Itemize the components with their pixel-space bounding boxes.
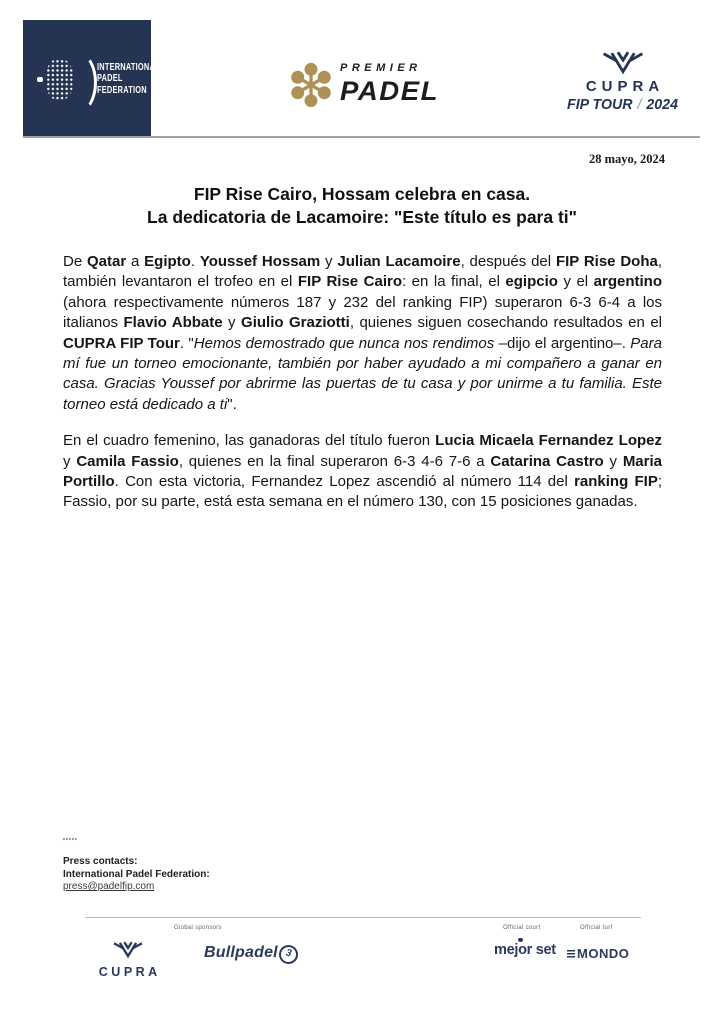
article-body: [63, 252, 662, 529]
mejorset-wordmark: mejor set: [494, 942, 556, 958]
mondo-emblem-icon: [567, 950, 575, 958]
title-line2: La dedicatoria de Lacamoire: "Este título es para ti": [147, 206, 577, 227]
bullpadel-logo: [204, 944, 298, 964]
page-title: [62, 183, 662, 228]
mejorset-dot-icon: [518, 938, 523, 942]
footer-divider: [85, 917, 641, 918]
cupra-wordmark: CUPRA: [585, 78, 665, 95]
cupra-footer-wordmark: CUPRA: [98, 965, 161, 979]
official-turf-label: Official turf: [580, 925, 613, 931]
ipf-line1: INTERNATIONAL: [97, 62, 160, 73]
premier-padel-star-icon: [288, 62, 334, 108]
fip-tour-label: [566, 97, 679, 113]
mondo-logo: [567, 946, 629, 961]
racket-arc-icon: [63, 53, 97, 112]
cupra-trident-icon: [113, 941, 143, 959]
end-marker: *****: [63, 838, 78, 844]
press-contacts-org: International Padel Federation:: [63, 868, 210, 880]
ipf-line2: PADEL: [97, 73, 123, 85]
paragraph-men-final: De Qatar a Egipto. Youssef Hossam y Julian Lacamoire, después del FIP Rise Doha, también levantaron el trofeo en el FIP Rise Cairo: en la final, el egipcio y el argentino (ahora respectivamente números 187 y 232 del ranking FIP) superaron 6-3 6-4 a los italianos Flavio Abbate y Giulio Graziotti, quienes siguen cosechando resultados en el CUPRA FIP Tour. "Hemos demostrado que nunca nos rendimos –dijo el argentino–. Para mí fue un torneo emocionante, también por haber ayudado a mi compañero a ganar en casa. Gracias Youssef por abrirme las puertas de tu casa y por unirme a tu familia. Este torneo está dedicado a ti".: [63, 253, 662, 413]
bullpadel-wordmark: Bullpadel: [204, 944, 278, 961]
fip-tour-year: 2024: [646, 97, 678, 113]
mejorset-logo: [494, 942, 556, 958]
padel-label: PADEL: [340, 76, 439, 106]
press-email-link[interactable]: press@padelfip.com: [63, 881, 155, 892]
fip-tour-separator: /: [637, 97, 642, 113]
global-sponsors-label: Global sponsors: [174, 925, 222, 931]
header-divider: [23, 136, 700, 138]
racket-handle-icon: [37, 77, 43, 82]
official-court-label: Official court: [503, 925, 541, 931]
paragraph-women-final: En el cuadro femenino, las ganadoras del título fueron Lucia Micaela Fernandez Lopez y Camila Fassio, quienes en la final superaron 6-3 4-6 7-6 a Catarina Castro y Maria Portillo. Con esta victoria, Fernandez Lopez ascendió al número 114 del ranking FIP; Fassio, por su parte, está esta semana en el número 130, con 15 posiciones ganadas.: [63, 432, 662, 511]
premier-label: PREMIER: [340, 62, 422, 74]
fip-tour-text: FIP TOUR: [567, 97, 633, 113]
ipf-logo-text: [97, 62, 160, 96]
bullpadel-emblem-icon: 3: [277, 943, 300, 966]
cupra-trident-icon: [602, 50, 644, 76]
cupra-fip-tour-logo: [565, 50, 680, 113]
mondo-wordmark: MONDO: [577, 946, 630, 961]
premier-padel-logo: [288, 60, 478, 112]
title-line1: FIP Rise Cairo, Hossam celebra en casa.: [193, 184, 531, 204]
ipf-line3: FEDERATION: [97, 84, 147, 96]
premier-padel-wordmark: [340, 62, 437, 107]
ipf-logo: [23, 20, 160, 137]
press-contacts-heading: Press contacts:: [63, 856, 138, 867]
document-date: 28 mayo, 2024: [588, 152, 665, 166]
press-contacts: [63, 856, 210, 894]
cupra-footer-logo: [95, 941, 161, 979]
